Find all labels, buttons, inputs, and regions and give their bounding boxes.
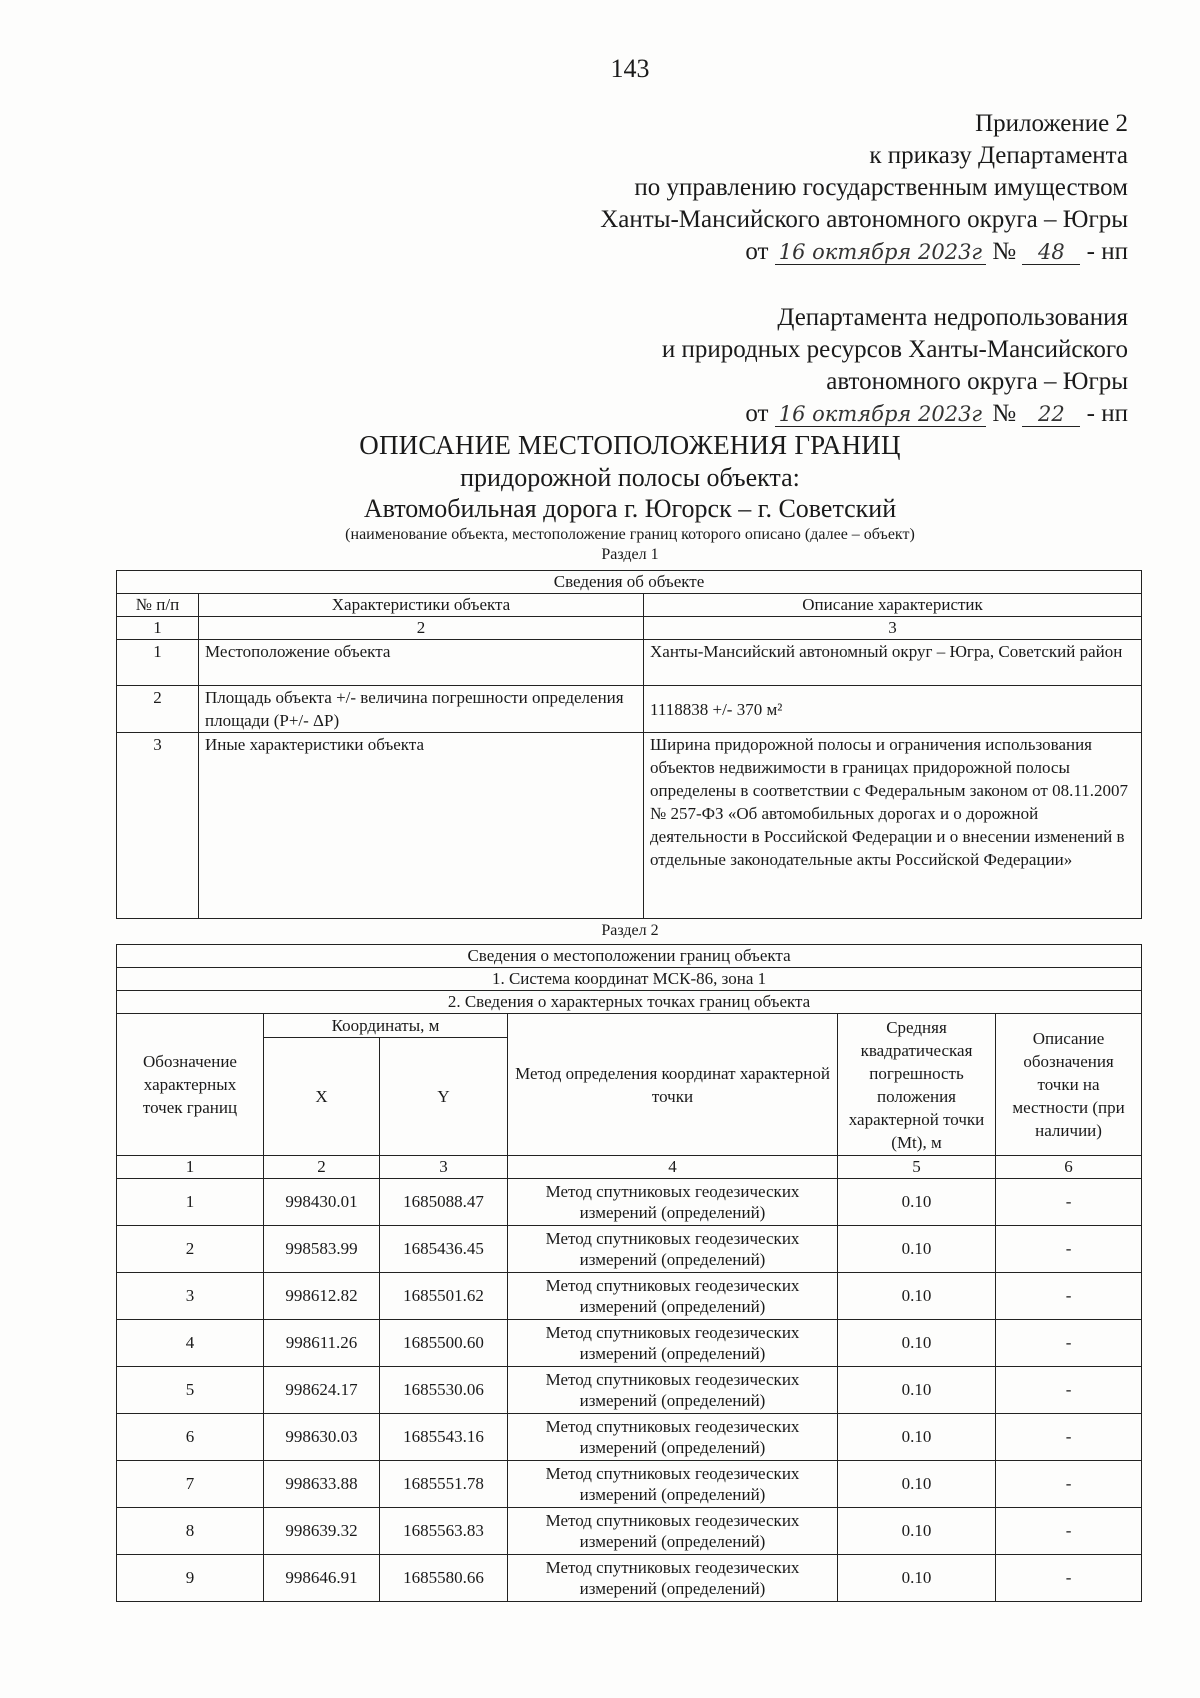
coordinate-x: 998583.99 bbox=[264, 1226, 380, 1273]
department-date-line bbox=[662, 398, 1128, 430]
appendix-header bbox=[600, 108, 1128, 268]
number-label: № bbox=[992, 400, 1017, 427]
coordinate-x: 998639.32 bbox=[264, 1508, 380, 1555]
handwritten-date: 16 октября 2023г bbox=[775, 402, 986, 427]
error-value: 0.10 bbox=[838, 1179, 996, 1226]
coordinate-y: 1685088.47 bbox=[380, 1179, 508, 1226]
characteristic-name: Площадь объекта +/- величина погрешности определения площади (P+/- ΔP) bbox=[199, 686, 644, 733]
characteristic-value: Ханты-Мансийский автономный округ – Югра, Советский район bbox=[644, 640, 1142, 686]
table-row bbox=[117, 1555, 1142, 1602]
page-number: 143 bbox=[610, 54, 650, 83]
characteristic-value: Ширина придорожной полосы и ограничения использования объектов недвижимости в границах придорожной полосы определены в соответствии с Федеральным законом от 08.11.2007 № 257-ФЗ «Об автомобильных дорогах и о дорожной деятельности в Российской Федерации и о внесении изменений в отдельные законодательные акты Российской Федерации» bbox=[644, 733, 1142, 919]
section2-table bbox=[116, 944, 1142, 1602]
number-label: № bbox=[992, 238, 1017, 265]
point-description: - bbox=[996, 1414, 1142, 1461]
point-description: - bbox=[996, 1508, 1142, 1555]
error-value: 0.10 bbox=[838, 1461, 996, 1508]
error-value: 0.10 bbox=[838, 1555, 996, 1602]
coordinate-x: 998430.01 bbox=[264, 1179, 380, 1226]
department-header bbox=[662, 302, 1128, 430]
method-cell: Метод спутниковых геодезических измерений (определений) bbox=[508, 1461, 838, 1508]
method-cell: Метод спутниковых геодезических измерений (определений) bbox=[508, 1320, 838, 1367]
coordinate-y: 1685563.83 bbox=[380, 1508, 508, 1555]
points-body bbox=[117, 1179, 1142, 1602]
section1-table bbox=[116, 570, 1142, 919]
method-cell: Метод спутниковых геодезических измерений (определений) bbox=[508, 1367, 838, 1414]
section1-label: Раздел 1 bbox=[601, 546, 659, 563]
coordinate-x: 998646.91 bbox=[264, 1555, 380, 1602]
characteristic-name: Местоположение объекта bbox=[199, 640, 644, 686]
table-row bbox=[117, 1179, 1142, 1226]
table-row bbox=[117, 1320, 1142, 1367]
point-number: 7 bbox=[117, 1461, 264, 1508]
coordinate-x: 998624.17 bbox=[264, 1367, 380, 1414]
coordinate-x: 998630.03 bbox=[264, 1414, 380, 1461]
department-line: автономного округа – Югры bbox=[826, 368, 1128, 395]
section1-header: Сведения об объекте bbox=[117, 571, 1142, 594]
column-header: Средняя квадратическая погрешность положения характерной точки (Mt), м bbox=[838, 1014, 996, 1156]
appendix-line: Ханты-Мансийского автономного округа – Югры bbox=[600, 206, 1128, 233]
table-row bbox=[117, 1273, 1142, 1320]
point-description: - bbox=[996, 1320, 1142, 1367]
point-number: 2 bbox=[117, 1226, 264, 1273]
point-description: - bbox=[996, 1226, 1142, 1273]
coordinate-system: 1. Система координат МСК-86, зона 1 bbox=[117, 968, 1142, 991]
column-header: Обозначение характерных точек границ bbox=[117, 1014, 264, 1156]
characteristic-name: Иные характеристики объекта bbox=[199, 733, 644, 919]
coordinate-x: 998612.82 bbox=[264, 1273, 380, 1320]
from-label: от bbox=[745, 400, 769, 427]
column-number: 3 bbox=[644, 617, 1142, 640]
object-name: Автомобильная дорога г. Югорск – г. Советский bbox=[363, 494, 897, 523]
document-title: ОПИСАНИЕ МЕСТОПОЛОЖЕНИЯ ГРАНИЦ bbox=[359, 430, 901, 460]
error-value: 0.10 bbox=[838, 1367, 996, 1414]
appendix-title: Приложение 2 bbox=[975, 110, 1128, 137]
object-name-note: (наименование объекта, местоположение границ которого описано (далее – объект) bbox=[345, 526, 915, 543]
column-header: X bbox=[264, 1038, 380, 1156]
method-cell: Метод спутниковых геодезических измерений (определений) bbox=[508, 1226, 838, 1273]
table-row bbox=[117, 1461, 1142, 1508]
from-label: от bbox=[745, 238, 769, 265]
column-number: 2 bbox=[199, 617, 644, 640]
table-row bbox=[117, 1226, 1142, 1273]
document-subtitle: придорожной полосы объекта: bbox=[460, 463, 800, 492]
number-suffix: - нп bbox=[1086, 400, 1128, 427]
error-value: 0.10 bbox=[838, 1508, 996, 1555]
section2-label: Раздел 2 bbox=[601, 922, 659, 939]
handwritten-number: 48 bbox=[1022, 240, 1080, 265]
error-value: 0.10 bbox=[838, 1414, 996, 1461]
column-number: 6 bbox=[996, 1156, 1142, 1179]
handwritten-date: 16 октября 2023г bbox=[775, 240, 986, 265]
error-value: 0.10 bbox=[838, 1226, 996, 1273]
row-number: 2 bbox=[117, 686, 199, 733]
column-header: Описание обозначения точки на местности (при наличии) bbox=[996, 1014, 1142, 1156]
section2-header: Сведения о местоположении границ объекта bbox=[117, 945, 1142, 968]
column-header: Описание характеристик bbox=[644, 594, 1142, 617]
point-description: - bbox=[996, 1273, 1142, 1320]
coordinate-y: 1685543.16 bbox=[380, 1414, 508, 1461]
appendix-line: к приказу Департамента bbox=[869, 142, 1128, 169]
point-number: 5 bbox=[117, 1367, 264, 1414]
error-value: 0.10 bbox=[838, 1320, 996, 1367]
point-description: - bbox=[996, 1179, 1142, 1226]
number-suffix: - нп bbox=[1086, 238, 1128, 265]
point-number: 8 bbox=[117, 1508, 264, 1555]
point-number: 3 bbox=[117, 1273, 264, 1320]
coordinate-y: 1685551.78 bbox=[380, 1461, 508, 1508]
column-number: 2 bbox=[264, 1156, 380, 1179]
table-row bbox=[117, 733, 1142, 919]
method-cell: Метод спутниковых геодезических измерений (определений) bbox=[508, 1179, 838, 1226]
characteristic-value: 1118838 +/- 370 м² bbox=[644, 686, 1142, 733]
method-cell: Метод спутниковых геодезических измерений (определений) bbox=[508, 1273, 838, 1320]
coordinate-y: 1685580.66 bbox=[380, 1555, 508, 1602]
column-number: 5 bbox=[838, 1156, 996, 1179]
department-line: Департамента недропользования bbox=[777, 304, 1128, 331]
points-header: 2. Сведения о характерных точках границ объекта bbox=[117, 991, 1142, 1014]
column-number: 4 bbox=[508, 1156, 838, 1179]
handwritten-number: 22 bbox=[1022, 402, 1080, 427]
point-number: 1 bbox=[117, 1179, 264, 1226]
column-header: Характеристики объекта bbox=[199, 594, 644, 617]
error-value: 0.10 bbox=[838, 1273, 996, 1320]
table-row bbox=[117, 640, 1142, 686]
table-row bbox=[117, 686, 1142, 733]
column-number: 3 bbox=[380, 1156, 508, 1179]
coordinate-x: 998611.26 bbox=[264, 1320, 380, 1367]
department-line: и природных ресурсов Ханты-Мансийского bbox=[661, 336, 1128, 363]
column-header: Координаты, м bbox=[264, 1014, 508, 1038]
appendix-line: по управлению государственным имуществом bbox=[634, 174, 1128, 201]
method-cell: Метод спутниковых геодезических измерений (определений) bbox=[508, 1508, 838, 1555]
point-description: - bbox=[996, 1461, 1142, 1508]
point-description: - bbox=[996, 1555, 1142, 1602]
coordinate-y: 1685436.45 bbox=[380, 1226, 508, 1273]
column-number: 1 bbox=[117, 1156, 264, 1179]
point-number: 6 bbox=[117, 1414, 264, 1461]
row-number: 1 bbox=[117, 640, 199, 686]
method-cell: Метод спутниковых геодезических измерений (определений) bbox=[508, 1555, 838, 1602]
coordinate-x: 998633.88 bbox=[264, 1461, 380, 1508]
appendix-date-line bbox=[600, 236, 1128, 268]
table-row bbox=[117, 1367, 1142, 1414]
point-number: 4 bbox=[117, 1320, 264, 1367]
row-number: 3 bbox=[117, 733, 199, 919]
table-row bbox=[117, 1414, 1142, 1461]
point-description: - bbox=[996, 1367, 1142, 1414]
coordinate-y: 1685530.06 bbox=[380, 1367, 508, 1414]
column-number: 1 bbox=[117, 617, 199, 640]
table-row bbox=[117, 1508, 1142, 1555]
method-cell: Метод спутниковых геодезических измерений (определений) bbox=[508, 1414, 838, 1461]
column-header: № п/п bbox=[117, 594, 199, 617]
coordinate-y: 1685500.60 bbox=[380, 1320, 508, 1367]
point-number: 9 bbox=[117, 1555, 264, 1602]
column-header: Y bbox=[380, 1038, 508, 1156]
column-header: Метод определения координат характерной точки bbox=[508, 1014, 838, 1156]
coordinate-y: 1685501.62 bbox=[380, 1273, 508, 1320]
